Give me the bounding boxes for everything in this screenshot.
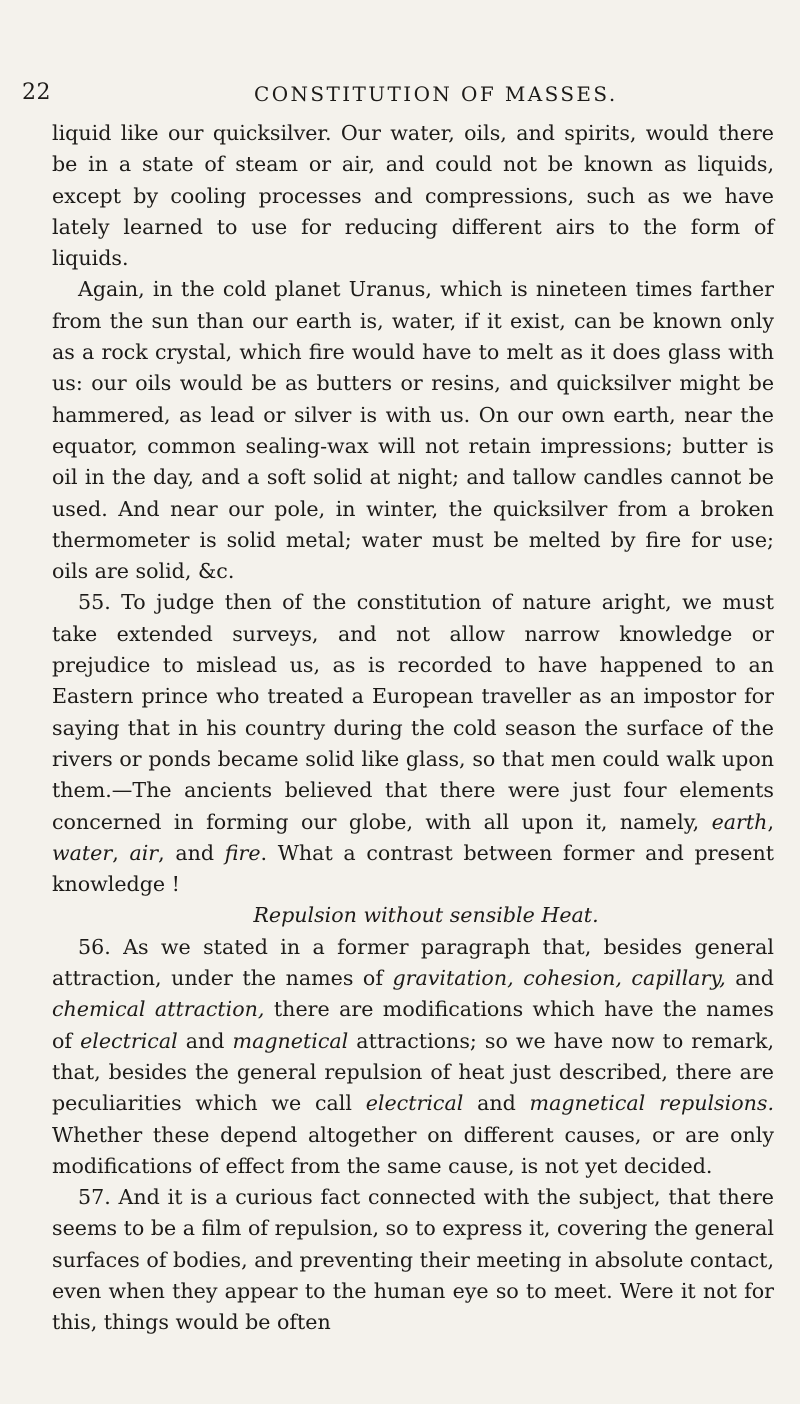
paragraph-56-text: and [463, 1091, 530, 1116]
separator: , [112, 840, 130, 865]
paragraph-55-end: . What a contrast between former and present knowledge ! [52, 840, 775, 897]
term-fire: fire [224, 840, 261, 865]
page-header [22, 80, 762, 114]
paragraph-56-text: there are modifications which have the names of [52, 997, 774, 1053]
paragraph-56-text: Whether these depend altogether on different causes, or are only modifications of effect from the same cause, is not yet decided. [52, 1122, 774, 1178]
paragraph-56-text: attractions; so we have now to remark, that, besides the general repulsion of heat just described, there are peculiarities which we call [52, 1028, 774, 1116]
paragraph-continuation: liquid like our quicksilver. Our water, oils, and spirits, would there be in a state of steam or air, and could not be known as liquids, except by cooling processes and compressions, such as we have lately learned to use for reducing different airs to the form of liquids. [52, 121, 774, 271]
term-earth: earth [711, 809, 768, 834]
paragraph-uranus: Again, in the cold planet Uranus, which is nineteen times farther from the sun than our earth is, water, if it exist, can be known only as a rock crystal, which fire would have to melt as it does glass with us: our oils would be as butters or resins, and quicksilver might be hammered, as lead or silver is with us. On our own earth, near the equator, common sealing-wax will not retain impressions; butter is oil in the day, and a soft solid at night; and tallow candles cannot be used. And near our pole, in winter, the quicksilver from a broken thermometer is solid metal; water must be melted by fire for use; oils are solid, &c. [52, 277, 774, 584]
running-head: CONSTITUTION OF MASSES. [254, 82, 618, 106]
paragraph-55 [52, 587, 774, 900]
paragraph-56-text: and [725, 966, 774, 991]
paragraph-56-text: and [177, 1028, 233, 1053]
term-magnetical-repulsions: magnetical repulsions. [529, 1091, 774, 1116]
term-magnetical: magnetical [232, 1028, 349, 1053]
paragraph-56 [52, 932, 774, 1182]
separator: , and [158, 840, 225, 865]
page-number: 22 [22, 80, 51, 105]
term-air: air [129, 840, 159, 865]
term-electrical: electrical [365, 1091, 464, 1116]
paragraph-57: 57. And it is a curious fact connected with the subject, that there seems to be a film of repulsion, so to express it, covering the general surfaces of bodies, and preventing their meeting in absolute contact, even when they appear to the human eye so to meet. Were it not for this, things would be often [52, 1185, 774, 1335]
term-electrical: electrical [80, 1028, 178, 1053]
separator: , [767, 809, 774, 834]
paragraph-56-text: 56. As we stated in a former paragraph that, besides general attraction, under the names of [52, 934, 774, 991]
paragraph-55-text: 55. To judge then of the constitution of nature aright, we must take extended surveys, and not allow narrow knowledge or prejudice to mislead us, as is recorded to have happened to an Eastern prince who treated a European traveller as an impostor for saying that in his country during the cold season the surface of the rivers or ponds became solid like glass, so that men could walk upon them.—The ancients believed that there were just four elements concerned in forming our globe, with all upon it, namely, [52, 590, 774, 834]
term-water: water [52, 840, 113, 865]
body-text [52, 118, 774, 1339]
term-gravitation-cohesion-capillary: gravitation, cohesion, capillary, [392, 966, 726, 991]
section-title: Repulsion without sensible Heat. [253, 903, 599, 928]
term-chemical-attraction: chemical attraction, [52, 997, 265, 1022]
